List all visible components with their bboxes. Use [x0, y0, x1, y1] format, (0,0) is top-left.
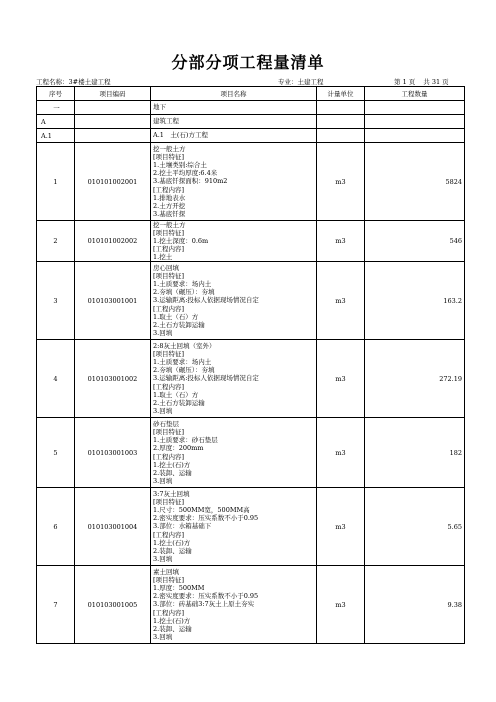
- item-description: [153, 418, 314, 487]
- specialty-label: 专业：: [278, 78, 298, 86]
- cell-qty: 272.19: [365, 340, 465, 418]
- table-row: [37, 221, 465, 262]
- description-line: 2.厚度：200mm: [153, 444, 204, 453]
- cell-qty: 163.2: [365, 262, 465, 340]
- cell-code: 010101002002: [75, 221, 151, 262]
- table-row: [37, 115, 465, 129]
- cell-seq: 一: [37, 101, 75, 115]
- cell-unit: [317, 129, 365, 143]
- description-line: [项目特征]: [153, 271, 185, 280]
- description-line: 3.回填: [153, 329, 173, 338]
- description-line: 房心回填: [153, 263, 179, 272]
- cell-seq: A: [37, 115, 75, 129]
- header-unit: 计量单位: [317, 87, 365, 101]
- description-line: 1.土质要求：砂石垫层: [153, 436, 218, 445]
- description-line: 素土回填: [153, 567, 179, 576]
- header-code: 项目编码: [75, 87, 151, 101]
- description-line: [项目特征]: [153, 228, 185, 237]
- description-line: A.1 土(石)方工程: [153, 131, 208, 140]
- cell-qty: 5.65: [365, 488, 465, 566]
- description-line: [工程内容]: [153, 185, 185, 194]
- table-row: [37, 340, 465, 418]
- description-line: 3.运输距离:投标人依据现场情况自定: [153, 374, 259, 383]
- table-header-row: [37, 87, 465, 101]
- cell-unit: m3: [317, 418, 365, 488]
- description-line: 砂石垫层: [153, 419, 179, 428]
- description-line: 1.土壤类别:综合土: [153, 160, 207, 169]
- description-line: 3.基底钎探面积：910m2: [153, 177, 228, 186]
- description-line: 2:8灰土回填（室外）: [153, 341, 216, 350]
- cell-name: [151, 129, 317, 143]
- description-line: 1.土质要求：场内土: [153, 357, 212, 366]
- cell-seq: 6: [37, 488, 75, 566]
- description-line: 2.土石方装卸运输: [153, 321, 205, 329]
- item-description: [153, 143, 314, 220]
- cell-name: [151, 101, 317, 115]
- project-name-line: [36, 77, 111, 86]
- description-line: 1.挖土深度：0.6m: [153, 236, 209, 245]
- cell-code: 010103001004: [75, 488, 151, 566]
- cell-name: [151, 566, 317, 644]
- description-line: 2.挖土平均厚度:6.4米: [153, 169, 218, 178]
- description-line: 挖一般土方: [153, 144, 186, 153]
- cell-code: 010103001001: [75, 262, 151, 340]
- description-line: 挖一般土方: [153, 221, 186, 229]
- bill-of-quantities-table: [36, 86, 465, 644]
- cell-unit: m3: [317, 221, 365, 262]
- cell-name: [151, 418, 317, 488]
- table-row: [37, 566, 465, 644]
- table-row: [37, 101, 465, 115]
- description-line: 2.土石方装卸运输: [153, 399, 205, 407]
- description-line: 3.基底钎探: [153, 210, 186, 219]
- description-line: 1.挖土(石)方: [153, 616, 191, 625]
- page-total: 共 31 页: [423, 78, 449, 86]
- cell-qty: 546: [365, 221, 465, 262]
- cell-qty: 5824: [365, 143, 465, 221]
- specialty-line: [278, 77, 324, 86]
- description-line: 1.尺寸：500MM宽，500MM高: [153, 505, 250, 514]
- project-label: 工程名称：: [36, 78, 69, 86]
- description-line: 3:7灰土回填: [153, 489, 190, 498]
- description-line: [工程内容]: [153, 530, 185, 539]
- cell-name: [151, 262, 317, 340]
- item-description: [153, 566, 314, 643]
- description-line: 1.排地表水: [153, 193, 186, 202]
- cell-seq: 5: [37, 418, 75, 488]
- description-line: 2.装卸、运输: [153, 468, 192, 477]
- description-line: 1.挖土(石)方: [153, 460, 191, 469]
- description-line: 2.装卸、运输: [153, 625, 192, 633]
- description-line: [项目特征]: [153, 497, 185, 506]
- cell-code: [75, 129, 151, 143]
- item-description: [153, 115, 314, 128]
- description-line: 3.部位：砖基础3:7灰土上原土夯实: [153, 600, 255, 609]
- cell-code: 010103001003: [75, 418, 151, 488]
- specialty-value: 土建工程: [297, 78, 324, 86]
- table-row: [37, 129, 465, 143]
- cell-code: 010103001002: [75, 340, 151, 418]
- item-description: [153, 101, 314, 114]
- cell-qty: [365, 115, 465, 129]
- description-line: [项目特征]: [153, 575, 185, 584]
- table-body: [37, 101, 465, 644]
- description-line: 3.部位：水箱基础下: [153, 522, 212, 531]
- project-name: 3#楼土建工程: [68, 78, 111, 86]
- cell-seq: A.1: [37, 129, 75, 143]
- page-number: 第 1 页: [394, 78, 416, 86]
- cell-unit: m3: [317, 340, 365, 418]
- cell-qty: [365, 129, 465, 143]
- page-title: 分部分项工程量清单: [171, 53, 325, 72]
- cell-qty: 9.38: [365, 566, 465, 644]
- description-line: 1.挖土(石)方: [153, 538, 191, 547]
- description-line: 1.土质要求：场内土: [153, 279, 212, 288]
- cell-seq: 4: [37, 340, 75, 418]
- description-line: [项目特征]: [153, 427, 185, 436]
- description-line: 1.取土（石）方: [153, 312, 199, 321]
- cell-seq: 2: [37, 221, 75, 262]
- cell-code: [75, 101, 151, 115]
- description-line: 2.装卸、运输: [153, 547, 192, 555]
- item-description: [153, 262, 314, 339]
- table-row: [37, 488, 465, 566]
- description-line: 3.回填: [153, 555, 173, 564]
- cell-qty: [365, 101, 465, 115]
- cell-unit: m3: [317, 262, 365, 340]
- cell-name: [151, 488, 317, 566]
- description-line: [工程内容]: [153, 304, 185, 313]
- description-line: 2.土方开挖: [153, 202, 186, 210]
- description-line: [工程内容]: [153, 245, 185, 254]
- description-line: 1.挖土: [153, 253, 173, 261]
- cell-name: [151, 340, 317, 418]
- cell-code: 010103001005: [75, 566, 151, 644]
- cell-name: [151, 221, 317, 262]
- description-line: 2.密实度要求：压实系数不小于0.95: [153, 592, 259, 601]
- cell-seq: 1: [37, 143, 75, 221]
- description-line: [工程内容]: [153, 452, 185, 461]
- page-info: [394, 77, 449, 86]
- description-line: 3.运输距离:投标人依据现场情况自定: [153, 296, 259, 305]
- description-line: 2.夯填（碾压）：夯填: [153, 366, 215, 375]
- cell-qty: 182: [365, 418, 465, 488]
- cell-name: [151, 143, 317, 221]
- description-line: [工程内容]: [153, 608, 185, 617]
- cell-code: [75, 115, 151, 129]
- cell-unit: m3: [317, 566, 365, 644]
- description-line: 3.回填: [153, 407, 173, 416]
- cell-name: [151, 115, 317, 129]
- item-description: [153, 340, 314, 417]
- description-line: 2.夯填（碾压）：夯填: [153, 288, 215, 297]
- item-description: [153, 488, 314, 565]
- cell-seq: 7: [37, 566, 75, 644]
- header-name: 项目名称: [151, 87, 317, 101]
- cell-unit: m3: [317, 488, 365, 566]
- cell-unit: [317, 115, 365, 129]
- description-line: 1.厚度：500MM: [153, 583, 205, 592]
- description-line: 2.密实度要求：压实系数不小于0.95: [153, 514, 259, 523]
- cell-seq: 3: [37, 262, 75, 340]
- item-description: [153, 221, 314, 261]
- table-row: [37, 262, 465, 340]
- description-line: [工程内容]: [153, 382, 185, 391]
- description-line: 1.取土（石）方: [153, 390, 199, 399]
- table-row: [37, 143, 465, 221]
- description-line: [项目特征]: [153, 152, 185, 161]
- item-description: [153, 129, 314, 142]
- header-qty: 工程数量: [365, 87, 465, 101]
- description-line: 地下: [153, 103, 166, 112]
- description-line: [项目特征]: [153, 349, 185, 358]
- cell-code: 010101002001: [75, 143, 151, 221]
- description-line: 3.回填: [153, 633, 173, 642]
- header-seq: 序号: [37, 87, 75, 101]
- table-row: [37, 418, 465, 488]
- cell-unit: m3: [317, 143, 365, 221]
- description-line: 3.回填: [153, 477, 173, 486]
- cell-unit: [317, 101, 365, 115]
- description-line: 建筑工程: [153, 117, 179, 126]
